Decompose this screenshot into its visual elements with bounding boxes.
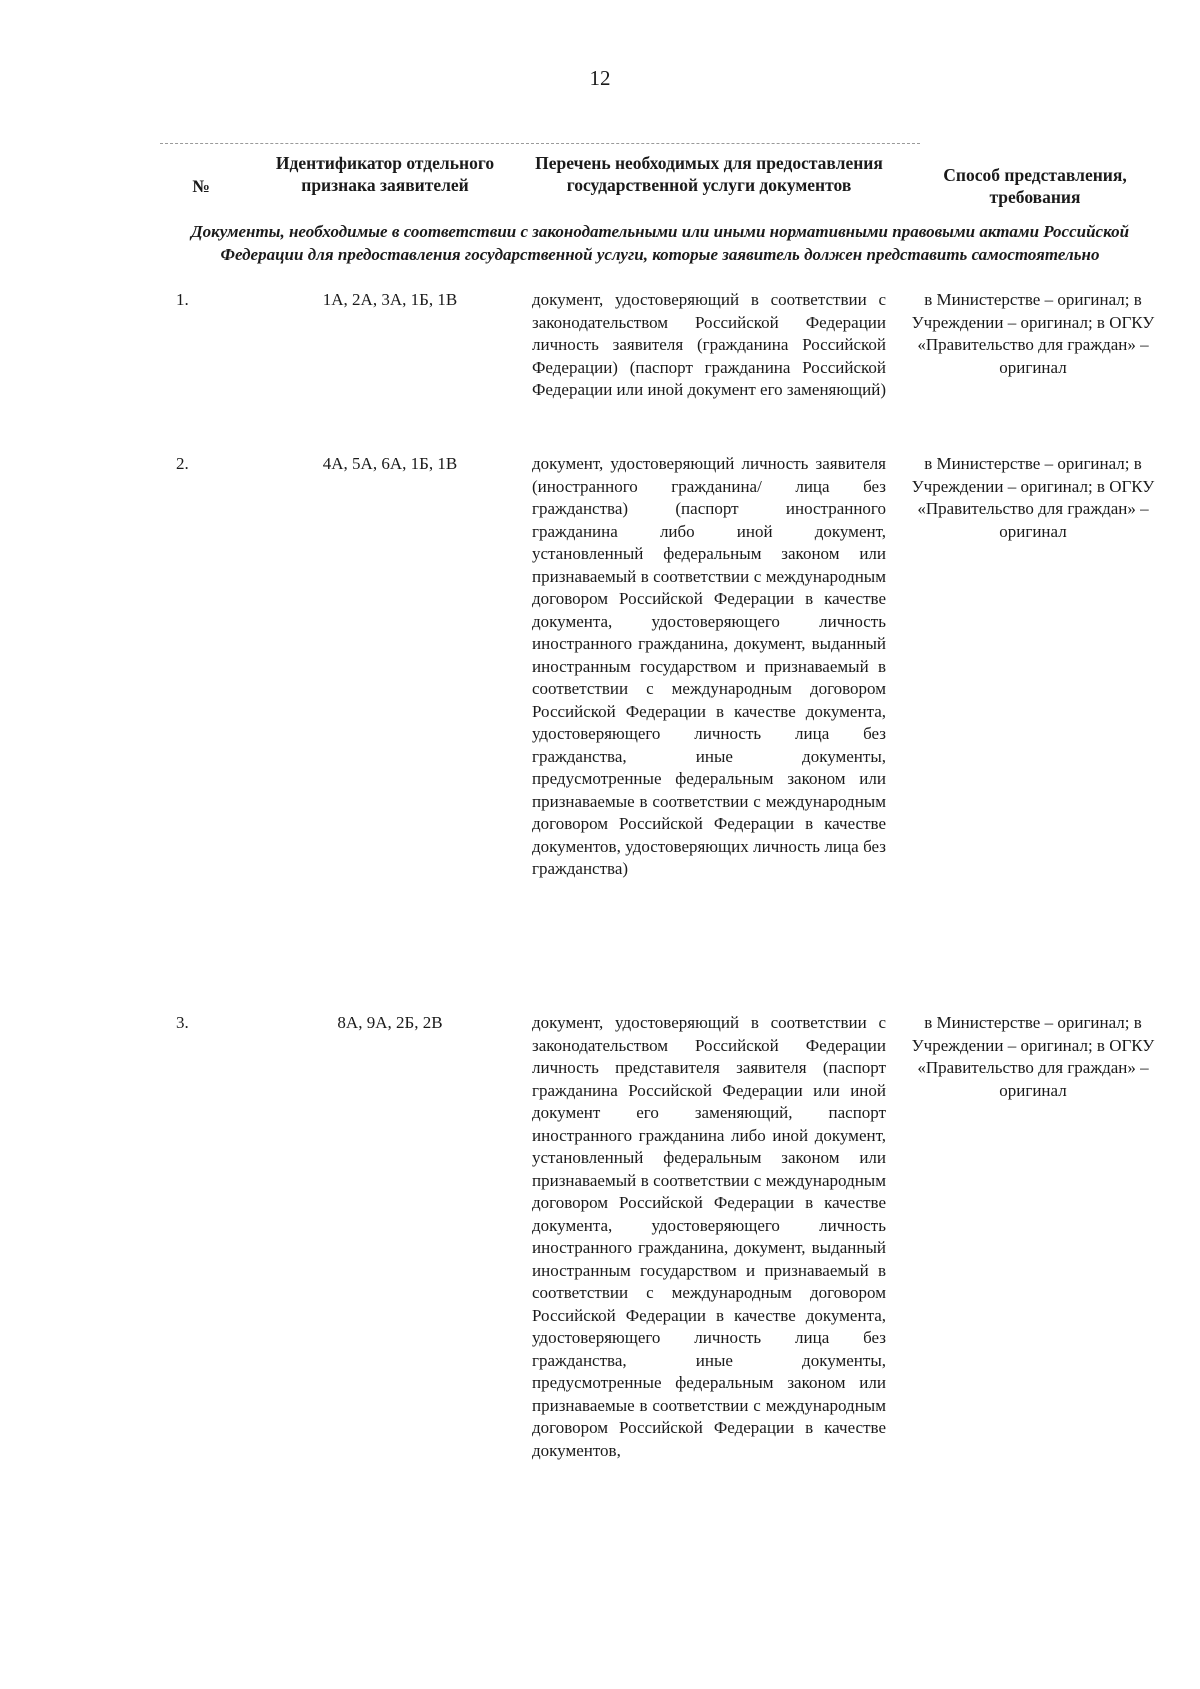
row-number: 2. xyxy=(176,454,189,473)
row-document: документ, удостоверяющий в соответствии с законодательством Российской Федерации личность заявителя (гражданина Российской Федерации) (паспорт гражданина Российской Федерации или иной документ его заменяющий) xyxy=(532,290,887,399)
header-top-rule xyxy=(160,143,920,144)
header-no: № xyxy=(192,176,210,196)
row-identifiers: 4А, 5А, 6А, 1Б, 1В xyxy=(322,454,458,473)
header-method: Способ представления, требования xyxy=(943,165,1127,207)
page-number: 12 xyxy=(589,66,611,90)
row-number: 3. xyxy=(176,1013,189,1032)
section-title: Документы, необходимые в соответствии с законодательными или иными нормативными правовыми актами Российской Федерации для предоставления государственной услуги, которые заявитель должен представить самостоятельно xyxy=(190,222,1130,264)
row-identifiers: 1А, 2А, 3А, 1Б, 1В xyxy=(322,290,458,309)
row-number: 1. xyxy=(176,290,189,309)
header-identifier: Идентификатор отдельного признака заявителей xyxy=(275,153,495,195)
header-documents: Перечень необходимых для предоставления государственной услуги документов xyxy=(535,153,883,195)
row-document: документ, удостоверяющий в соответствии с законодательством Российской Федерации личность представителя заявителя (паспорт гражданина Российской Федерации или иной документ его заменяющий, паспорт иностранного гражданина либо иной документ, установленный федеральным законом или признаваемый в соответствии с международным договором Российской Федерации в качестве документа, удостоверяющего личность иностранного гражданина, документ, выданный иностранным государством и признаваемый в соответствии с международным договором Российской Федерации в качестве документа, удостоверяющего личность лица без гражданства, иные документы, предусмотренные федеральным законом или признаваемые в соответствии с международным договором Российской Федерации в качестве документов, xyxy=(532,1013,886,1460)
row-document: документ, удостоверяющий личность заявителя (иностранного гражданина/ лица без гражданства) (паспорт иностранного гражданина либо иной документ, установленный федеральным законом или признаваемый в соответствии с международным договором Российской Федерации в качестве документа, удостоверяющего личность иностранного гражданина, документ, выданный иностранным государством и признаваемый в соответствии с международным договором Российской Федерации в качестве документа, удостоверяющего личность лица без гражданства, иные документы, предусмотренные федеральным законом или признаваемые в соответствии с международным договором Российской Федерации в качестве документов, удостоверяющих личность лица без гражданства) xyxy=(532,454,886,878)
row-method: в Министерстве – оригинал; в Учреждении – оригинал; в ОГКУ «Правительство для граждан» – оригинал xyxy=(911,1013,1155,1100)
row-identifiers: 8А, 9А, 2Б, 2В xyxy=(337,1013,443,1032)
row-method: в Министерстве – оригинал; в Учреждении – оригинал; в ОГКУ «Правительство для граждан» – оригинал xyxy=(911,290,1155,377)
row-method: в Министерстве – оригинал; в Учреждении – оригинал; в ОГКУ «Правительство для граждан» – оригинал xyxy=(911,454,1155,541)
